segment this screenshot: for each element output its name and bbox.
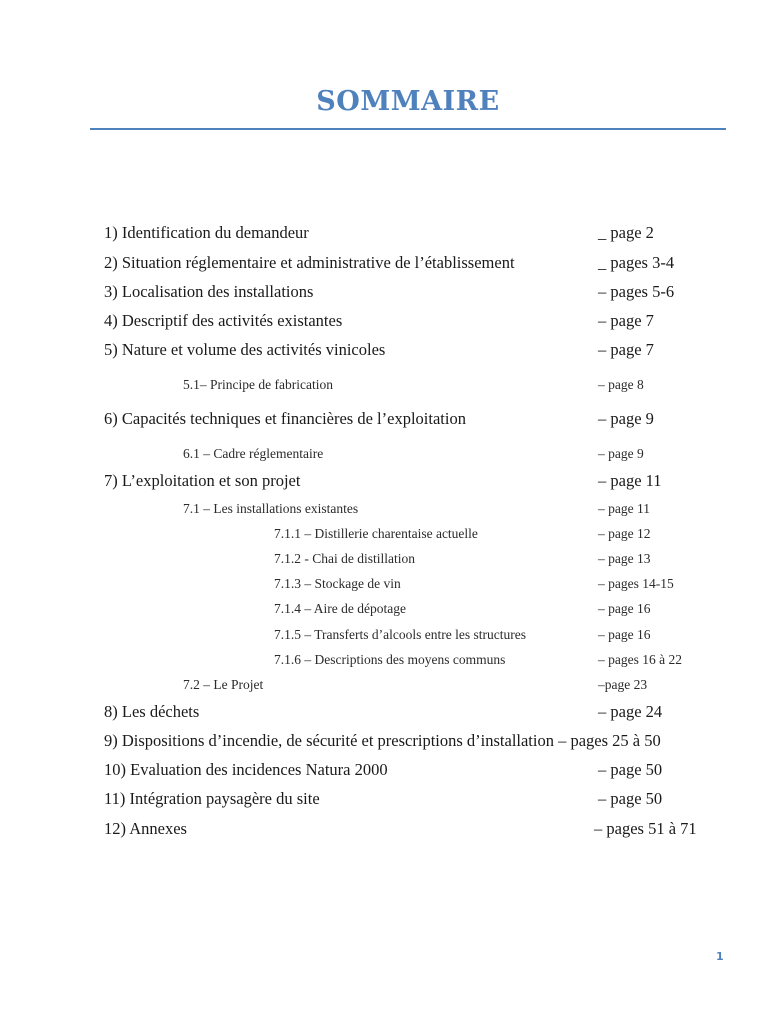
page-number: 1 (716, 950, 724, 963)
toc-entry-label: 1) Identification du demandeur (104, 223, 309, 242)
document-title: SOMMAIRE (316, 86, 500, 117)
toc-subsubentry-label: 7.1.2 - Chai de distillation (274, 551, 415, 566)
toc-subentry-page: –page 23 (598, 677, 648, 692)
toc-entry-label: 4) Descriptif des activités existantes (104, 311, 343, 330)
toc-entry-label: 12) Annexes (104, 819, 187, 838)
toc-entry-label: 8) Les déchets (104, 702, 200, 721)
toc-subsubentry-page: – page 12 (598, 526, 651, 541)
toc-subsubentry-label: 7.1.1 – Distillerie charentaise actuelle (274, 526, 478, 541)
toc-entry-label: 2) Situation réglementaire et administrative de l’établissement (104, 253, 515, 272)
toc-subsubentry-page: – page 16 (598, 601, 651, 616)
toc-entry-label: 9) Dispositions d’incendie, de sécurité et prescriptions d’installation – pages 25 à 50 (104, 731, 661, 750)
toc-entry-page: – page 50 (598, 760, 663, 779)
toc-entry-label: 7) L’exploitation et son projet (104, 471, 301, 490)
toc-subsubentry-page: – page 13 (598, 551, 651, 566)
toc-entry-label: 11) Intégration paysagère du site (104, 789, 320, 808)
toc-subsubentry-page: – pages 14-15 (598, 576, 674, 591)
toc-entry-page: – page 50 (598, 789, 663, 808)
toc-subentry-page: – page 9 (598, 446, 644, 461)
toc-subentry-label: 5.1– Principe de fabrication (183, 377, 333, 392)
toc-entry-label: 10) Evaluation des incidences Natura 2000 (104, 760, 388, 779)
toc-entry-page: – page 11 (598, 471, 662, 490)
toc-entry-label: 5) Nature et volume des activités vinicoles (104, 340, 386, 359)
toc-subentry-page: – page 11 (598, 501, 650, 516)
toc-subsubentry-label: 7.1.4 – Aire de dépotage (274, 601, 406, 616)
toc-subsubentry-label: 7.1.3 – Stockage de vin (274, 576, 401, 591)
toc-entry-label: 3) Localisation des installations (104, 282, 314, 301)
toc-subsubentry-label: 7.1.6 – Descriptions des moyens communs (274, 652, 506, 667)
toc-entry-page: – page 24 (598, 702, 663, 721)
toc-subsubentry-page: – pages 16 à 22 (598, 652, 682, 667)
toc-subentry-page: – page 8 (598, 377, 644, 392)
toc-entry-label: 6) Capacités techniques et financières de l’exploitation (104, 409, 466, 428)
toc-entry-page: – pages 51 à 71 (594, 819, 697, 838)
toc-entry-page: _ page 2 (598, 223, 654, 242)
toc-subentry-label: 7.1 – Les installations existantes (183, 501, 359, 516)
toc-entry-page: – page 7 (598, 340, 654, 359)
toc-subsubentry-label: 7.1.5 – Transferts d’alcools entre les structures (274, 627, 526, 642)
toc-entry-page: – page 7 (598, 311, 654, 330)
toc-entry-page: _ pages 3-4 (598, 253, 675, 272)
toc-entry-page: – page 9 (598, 409, 654, 428)
title-underline (90, 128, 726, 130)
toc-entry-page: – pages 5-6 (598, 282, 675, 301)
toc-subentry-label: 6.1 – Cadre réglementaire (183, 446, 324, 461)
toc-subsubentry-page: – page 16 (598, 627, 651, 642)
toc-subentry-label: 7.2 – Le Projet (183, 677, 264, 692)
